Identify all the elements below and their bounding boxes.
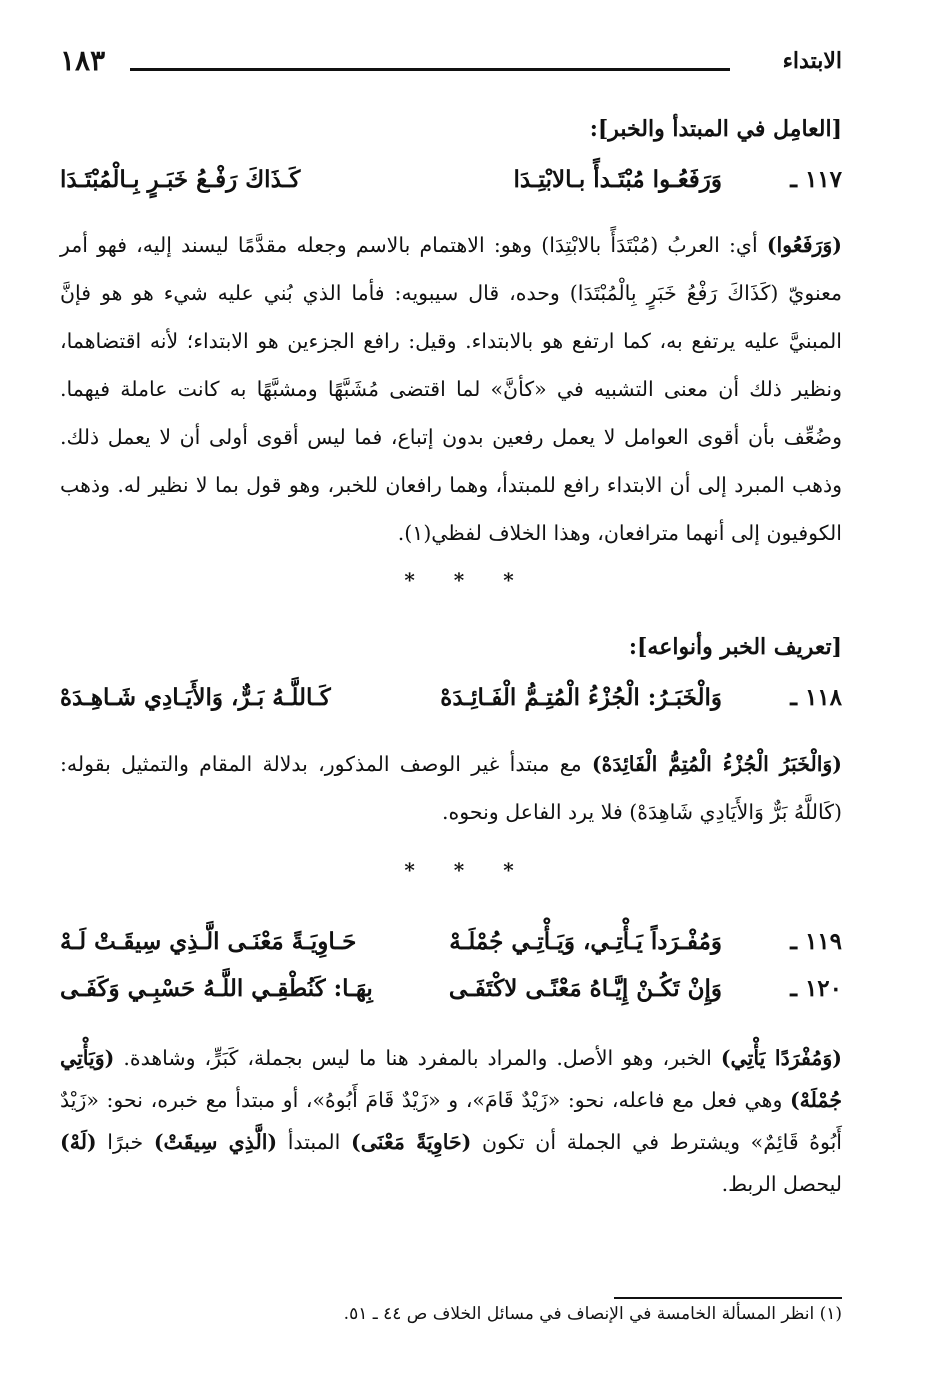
explanation-text: مع مبتدأ غير الوصف المذكور، بدلالة المقام والتمثيل بقوله: (كَاللَّهُ بَرٌّ وَالأَيَادِي شَاهِدَهْ) فلا يرد الفاعل ونحوه. xyxy=(60,752,842,824)
section-heading-2: [تعريف الخبر وأنواعه]: xyxy=(628,634,842,660)
explanation-text: خبرًا xyxy=(96,1130,154,1154)
section-divider: * * * xyxy=(404,858,530,882)
verse-first-hemistich: وَرَفَعُـوا مُبْتَـدأً بـالابْتِـدَا xyxy=(513,166,722,193)
running-title: الابتداء xyxy=(782,48,842,74)
quoted-verse-text: (الَّذِي سِيقَتْ) xyxy=(153,1130,278,1154)
explanation-text: وهي فعل مع فاعله، نحو: «زَيْدٌ قَامَ»، و «زَيْدٌ قَامَ أَبُوهُ»، أو مبتدأ مع خبره، نحو: «زَيْدٌ أَبُوهُ قَائِمٌ» ويشترط في الجملة أن تكون xyxy=(60,1088,842,1154)
explanation-paragraph-2 xyxy=(60,740,842,836)
explanation-text: أي: العربُ (مُبْتَدَأً بالابْتِدَا) وهو: الاهتمام بالاسم وجعله مقدَّمًا ليسند إليه، فهو أمر معنويّ (كَذَاكَ رَفْعُ خَبَرٍ بِالْمُبْتَدَا) وحده، قال سيبويه: فأما الذي بُني عليه شيء هو هو فإنَّ المبنيَّ عليه يرتفع به، كما ارتفع هو بالابتداء. وقيل: رافع الجزءين هو الابتداء؛ لأنه اقتضاهما، ونظير ذلك أن معنى التشبيه في «كأنَّ» لما اقتضى مُشَبَّهًا ومشبَّهًا به كانت عاملة فيهما. وضُعِّف بأن أقوى العوامل لا يعمل رفعين بدون إتباع، فما ليس أقوى أولى أن لا يعمل ذلك. وذهب المبرد إلى أن الابتداء رافع للمبتدأ، وهما رافعان للخبر، وهو قول بما لا نظير له. وذهب الكوفيون إلى أنهما مترافعان، وهذا الخلاف لفظي(١). xyxy=(60,233,842,545)
verse-119 xyxy=(60,928,842,968)
quoted-verse-text: (وَيَأْتِي جُمْلَهْ) xyxy=(60,1046,842,1112)
verse-number: ١٢٠ ـ xyxy=(790,975,842,1002)
page-number: ١٨٣ xyxy=(60,44,106,77)
explanation-paragraph-3 xyxy=(60,1037,842,1205)
header-rule xyxy=(130,68,730,71)
verse-first-hemistich: وَإِنْ تَكُـنْ إِيَّـاهُ مَعْنًـى لاكْتَفَـى xyxy=(448,975,722,1002)
footnote-separator xyxy=(614,1297,842,1299)
verse-number: ١١٧ ـ xyxy=(790,166,842,193)
footnote: (١) انظر المسألة الخامسة في الإنصاف في مسائل الخلاف ص ٤٤ ـ ٥١. xyxy=(343,1304,842,1324)
explanation-text: ليحصل الربط. xyxy=(721,1172,842,1196)
quoted-verse-text: (حَاوِيَةً مَعْنَى) xyxy=(351,1130,472,1154)
verse-118 xyxy=(60,684,842,724)
verse-second-hemistich: حَـاوِيَـةً مَعْنَـى الَّـذِي سِيقَـتْ لَـهْ xyxy=(60,928,357,955)
verse-117 xyxy=(60,166,842,206)
verse-first-hemistich: وَمُفْـرَداً يَـأْتِـي، وَيَـأْتِـي جُمْلَـهْ xyxy=(449,928,722,955)
verse-first-hemistich: وَالْخَبَـرُ: الْجُزْءُ الْمُتِـمُّ الْفَـائِـدَهْ xyxy=(440,684,722,711)
explanation-paragraph-1 xyxy=(60,221,842,557)
quoted-verse-text: (وَمُفْرَدًا يَأْتِي) xyxy=(720,1046,842,1070)
verse-second-hemistich: كَـاللَّـهُ بَـرٌّ، وَالأَيَـادِي شَـاهِـدَهْ xyxy=(60,684,331,711)
verse-second-hemistich: كَـذَاكَ رَفْـعُ خَبَـرٍ بِـالْمُبْتَـدَا xyxy=(60,166,301,193)
quoted-verse-text: (وَرَفَعُوا) xyxy=(766,233,842,257)
explanation-text: الخبر، وهو الأصل. والمراد بالمفرد هنا ما ليس بجملة، كَبَرٍّ، وشاهدة. xyxy=(114,1046,721,1070)
explanation-text: المبتدأ xyxy=(277,1130,352,1154)
verse-second-hemistich: بِهَـا: كَنُطْقِـي اللَّـهُ حَسْبِـي وَكَفَـى xyxy=(60,975,373,1002)
page-header xyxy=(60,44,842,84)
quoted-verse-text: (وَالْخَبَرُ الْجُزْءُ الْمُتِمُّ الْفَائِدَهْ) xyxy=(591,752,842,776)
verse-120 xyxy=(60,975,842,1015)
verse-number: ١١٨ ـ xyxy=(790,684,842,711)
verse-number: ١١٩ ـ xyxy=(790,928,842,955)
section-divider: * * * xyxy=(404,568,530,592)
quoted-verse-text: (لَهْ) xyxy=(60,1130,97,1154)
section-heading-1: [العامِل في المبتدأ والخبر]: xyxy=(589,116,842,142)
